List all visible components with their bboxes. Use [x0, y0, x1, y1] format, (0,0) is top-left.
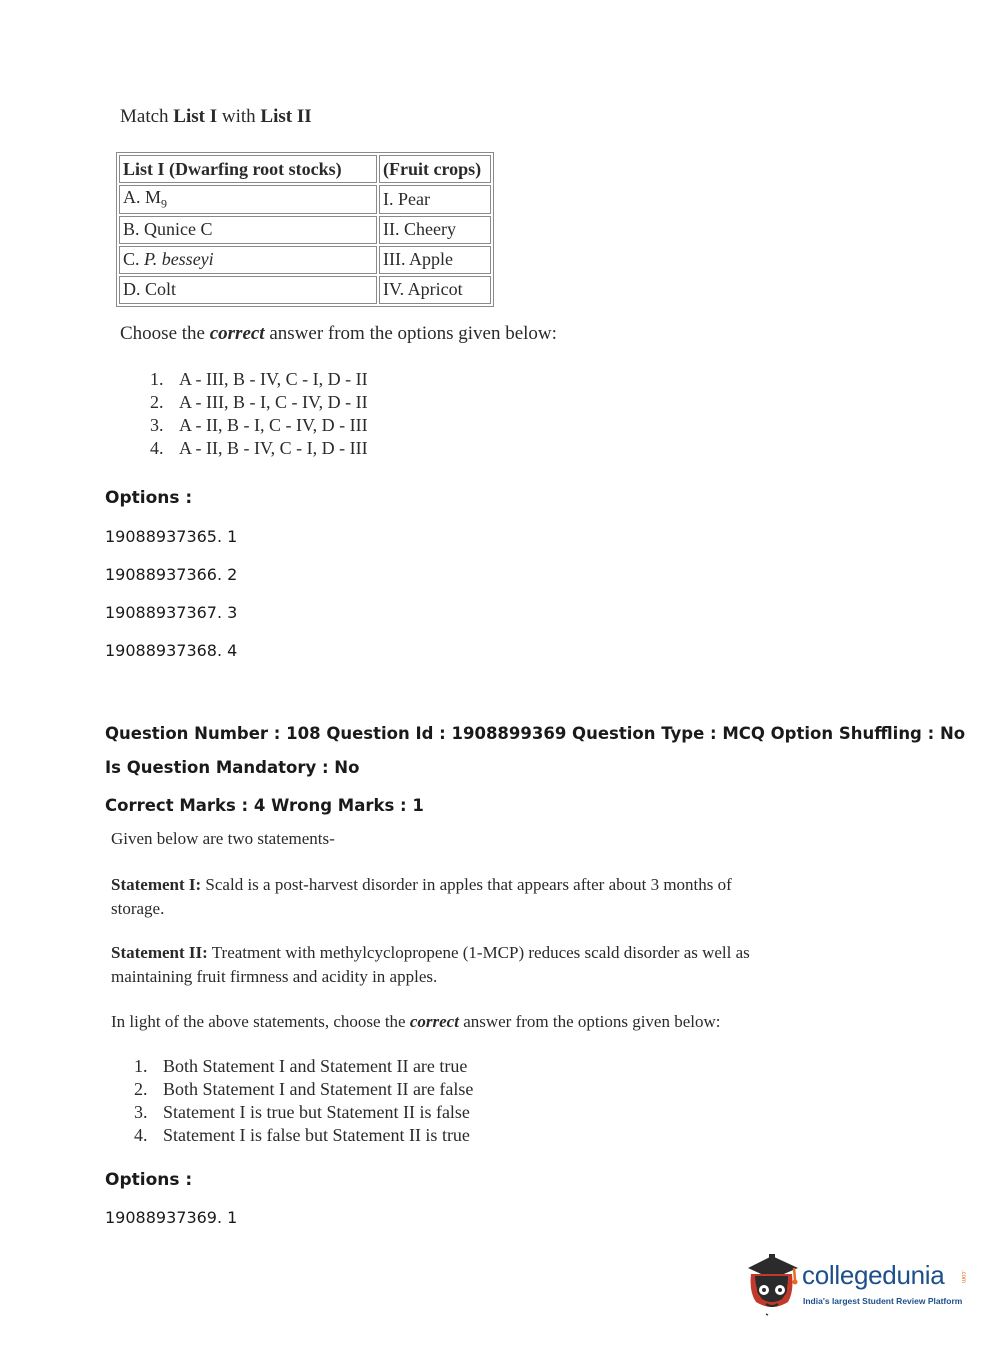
list-item: 4. Statement I is false but Statement II is true	[134, 1125, 470, 1145]
q1-answer-list	[150, 368, 368, 460]
table-cell: IV. Apricot	[379, 276, 491, 304]
logo-suffix: .com	[960, 1270, 966, 1284]
option-item: 19088937367. 3	[105, 603, 238, 622]
logo-tagline: India's largest Student Review Platform	[803, 1296, 963, 1306]
table-cell: II. Cheery	[379, 216, 491, 244]
q1-options-heading: Options :	[105, 488, 193, 508]
student-mascot-icon	[742, 1252, 802, 1316]
table-cell: I. Pear	[379, 185, 491, 214]
table-header-list-i: List I (Dwarfing root stocks)	[119, 155, 377, 183]
table-cell: A. $M_9$	[119, 185, 377, 214]
q2-intro: Given below are two statements-	[111, 829, 335, 848]
table-row	[119, 276, 491, 304]
match-table	[116, 152, 494, 307]
table-header-row	[119, 155, 491, 183]
table-cell: III. Apple	[379, 246, 491, 274]
q1-choose-text: Choose the correct answer from the options given below:	[120, 323, 557, 344]
option-item: 19088937368. 4	[105, 641, 238, 660]
option-item: 19088937365. 1	[105, 527, 238, 546]
logo-wordmark: collegedunia	[802, 1260, 945, 1290]
list-item: 4. A - II, B - IV, C - I, D - III	[150, 438, 368, 458]
question-mandatory: Is Question Mandatory : No	[105, 758, 360, 777]
table-header-list-ii: (Fruit crops)	[379, 155, 491, 183]
list-item: 2. Both Statement I and Statement II are false	[134, 1079, 474, 1099]
list-item: 3. Statement I is true but Statement II is false	[134, 1102, 470, 1122]
table-cell: B. Qunice C	[119, 216, 377, 244]
collegedunia-logo	[742, 1252, 972, 1316]
option-item: 19088937369. 1	[105, 1208, 238, 1227]
statement-2-cont: maintaining fruit firmness and acidity in apples.	[111, 967, 438, 986]
list-item: 1. A - III, B - IV, C - I, D - II	[150, 369, 368, 389]
question-marks: Correct Marks : 4 Wrong Marks : 1	[105, 796, 424, 815]
option-item: 19088937366. 2	[105, 565, 238, 584]
table-row	[119, 246, 491, 274]
table-cell: D. Colt	[119, 276, 377, 304]
statement-1: Statement I: Scald is a post-harvest disorder in apples that appears after about 3 months of	[111, 875, 732, 894]
statement-1-cont: storage.	[111, 899, 165, 918]
q1-instruction: Match List I with List II	[120, 106, 312, 127]
q2-choose-text: In light of the above statements, choose the correct answer from the options given below:	[111, 1012, 721, 1031]
table-cell: C. P. besseyi	[119, 246, 377, 274]
list-item: 2. A - III, B - I, C - IV, D - II	[150, 392, 368, 412]
q2-options-heading: Options :	[105, 1170, 193, 1190]
table-row	[119, 216, 491, 244]
table-row	[119, 185, 491, 214]
q2-answer-list	[134, 1055, 473, 1147]
question-meta-line: Question Number : 108 Question Id : 1908899369 Question Type : MCQ Option Shuffling : No	[105, 724, 966, 743]
list-item: 3. A - II, B - I, C - IV, D - III	[150, 415, 368, 435]
statement-2: Statement II: Treatment with methylcyclopropene (1-MCP) reduces scald disorder as well as	[111, 943, 750, 962]
list-item: 1. Both Statement I and Statement II are true	[134, 1056, 468, 1076]
